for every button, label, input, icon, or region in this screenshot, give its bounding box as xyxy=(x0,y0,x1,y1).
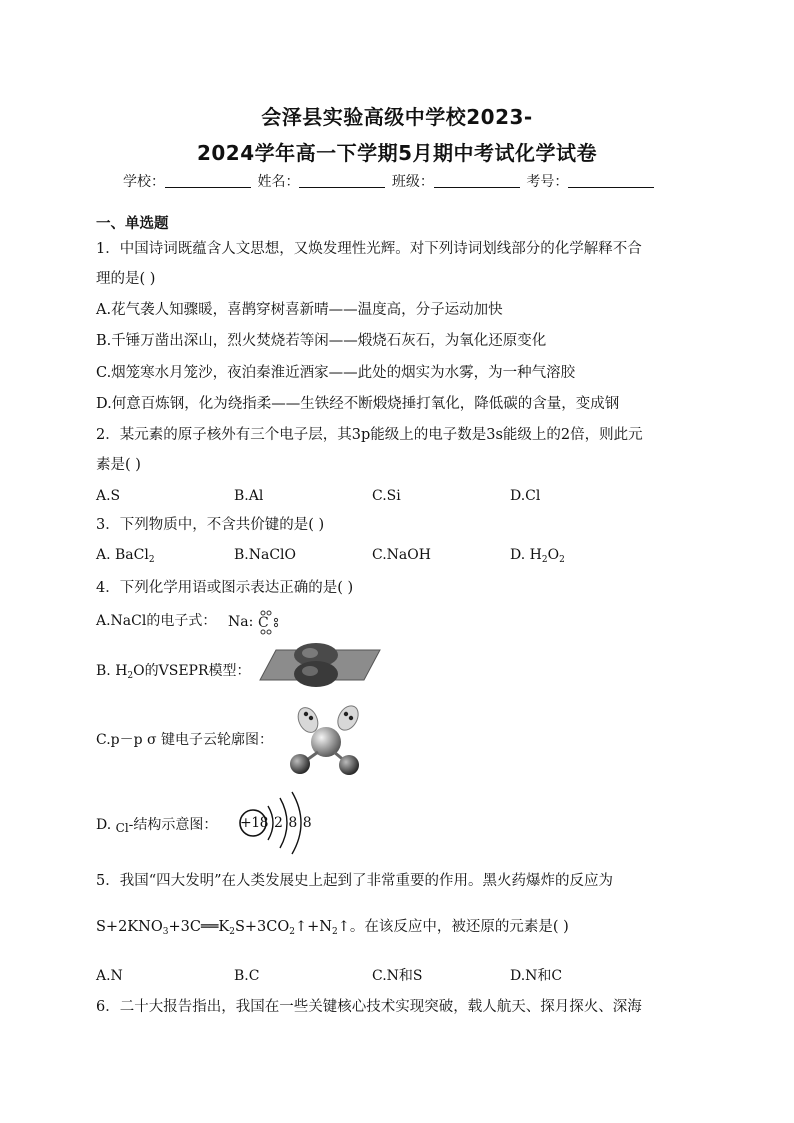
q1-option-d: D.何意百炼钢，化为绕指柔——生铁经不断煅烧捶打氧化，降低碳的含量，变成钢 xyxy=(96,396,620,412)
section-heading: 一、单选题 xyxy=(96,216,169,232)
exam-title-line1: 会泽县实验高级中学校2023- xyxy=(261,105,533,129)
exam-number-label: 考号： xyxy=(526,174,569,190)
q3-option-c: C.NaOH xyxy=(372,547,431,563)
chloride-electron-dots-icon xyxy=(254,609,280,635)
q2-stem-line2: 素是( ) xyxy=(96,457,141,473)
q5-equation-line: $S+2KNO_3+3C══K_2S+3CO_2↑+N_2↑$。在该反应中，被还原的元素是( ) xyxy=(96,919,569,937)
q2-option-d: D.Cl xyxy=(510,488,541,504)
class-blank[interactable] xyxy=(434,175,520,188)
q6-stem-line1: 6．二十大报告指出，我国在一些关键核心技术实现突破，载人航天、探月探火、深海 xyxy=(96,999,642,1015)
q4-option-a-formula: Na: xyxy=(228,614,254,630)
q2-stem-line1: 2．某元素的原子核外有三个电子层，其3p能级上的电子数是3s能级上的2倍，则此元 xyxy=(96,427,643,443)
q5-option-c: C.N和S xyxy=(372,968,423,984)
q5-stem-line1: 5．我国“四大发明”在人类发展史上起到了非常重要的作用。黑火药爆炸的反应为 xyxy=(96,873,614,889)
q5-option-b: B.C xyxy=(234,968,260,984)
q1-option-b: B.千锤万凿出深山，烈火焚烧若等闲——煅烧石灰石，为氧化还原变化 xyxy=(96,333,547,349)
q1-stem-line2: 理的是( ) xyxy=(96,271,156,287)
sigma-bond-cloud-figure xyxy=(286,702,366,778)
q4-option-d: D. Cl-结构示意图： xyxy=(96,817,218,835)
electron-shell-counts: 2 8 8 xyxy=(274,815,312,831)
q4-option-a: A.NaCl的电子式： xyxy=(96,613,217,629)
q1-option-a: A.花气袭人知骤暖，喜鹊穿树喜新晴——温度高，分子运动加快 xyxy=(96,302,503,318)
q1-stem-line1: 1．中国诗词既蕴含人文思想，又焕发理性光辉。对下列诗词划线部分的化学解释不合 xyxy=(96,241,642,257)
vsepr-model-figure xyxy=(258,636,382,692)
name-blank[interactable] xyxy=(299,175,385,188)
q5-option-d: D.N和C xyxy=(510,968,563,984)
q3-option-a: A. BaCl$_2$ xyxy=(96,547,155,565)
q2-option-c: C.Si xyxy=(372,488,401,504)
q4-stem: 4．下列化学用语或图示表达正确的是( ) xyxy=(96,580,354,596)
nucleus-charge-label: +18 xyxy=(240,815,269,831)
q2-option-a: A.S xyxy=(96,488,121,504)
exam-title-line2: 2024学年高一下学期5月期中考试化学试卷 xyxy=(196,141,598,165)
name-label: 姓名： xyxy=(257,174,300,190)
q5-option-a: A.N xyxy=(96,968,123,984)
school-label: 学校： xyxy=(123,174,165,190)
q2-option-b: B.Al xyxy=(234,488,264,504)
q3-stem: 3．下列物质中，不含共价键的是( ) xyxy=(96,517,325,533)
q3-option-d: D. $H_2O_2$ xyxy=(510,547,565,565)
exam-number-blank[interactable] xyxy=(568,175,654,188)
class-label: 班级： xyxy=(391,174,434,190)
svg-text:C: C xyxy=(258,615,269,631)
student-info-fields xyxy=(123,171,656,191)
q1-option-c: C.烟笼寒水月笼沙，夜泊秦淮近酒家——此处的烟实为水雾，为一种气溶胶 xyxy=(96,365,576,381)
school-blank[interactable] xyxy=(165,175,251,188)
q4-option-c: C.p－p σ 键电子云轮廓图： xyxy=(96,732,274,748)
q4-option-b: B. $H_2O$的VSEPR模型： xyxy=(96,663,251,681)
q3-option-b: B.NaClO xyxy=(234,547,297,563)
